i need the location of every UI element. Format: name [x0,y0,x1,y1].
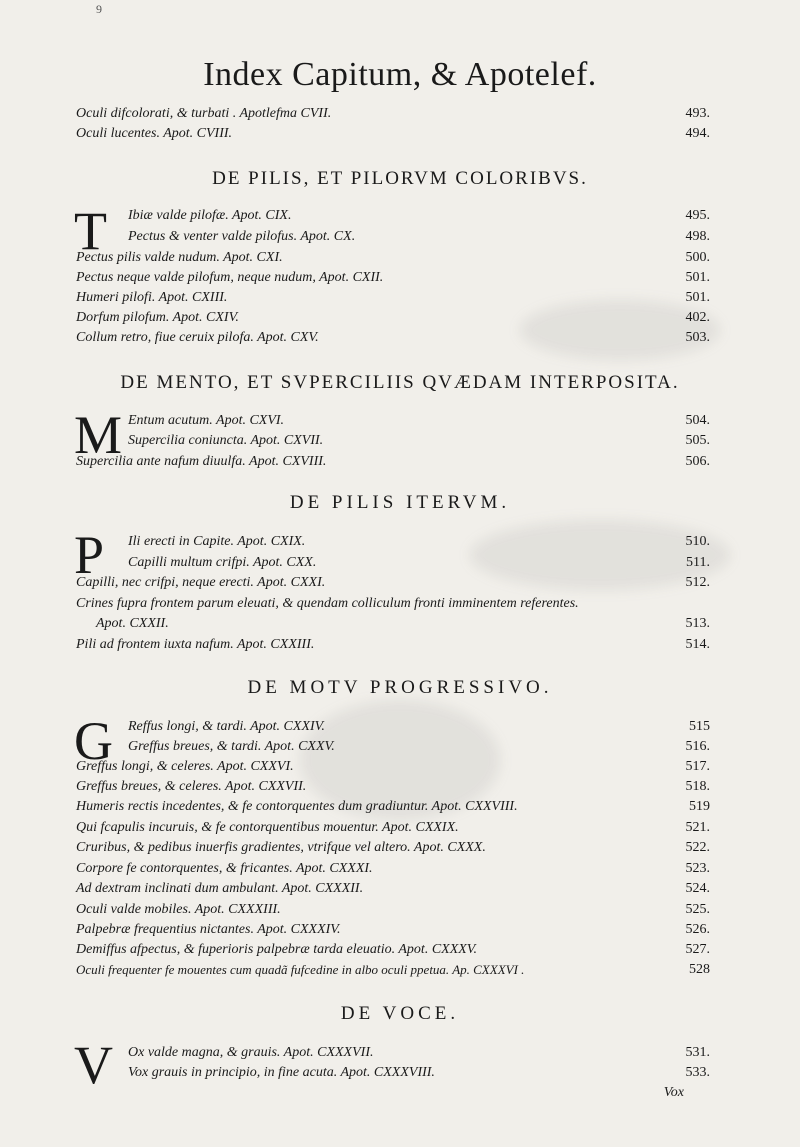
entry-text: Capilli, nec crifpi, neque erecti. Apot. CXXI. [76,575,326,590]
index-entry [76,229,710,249]
entry-page: 494. [685,126,710,141]
entry-text: Humeri pilofi. Apot. CXIII. [76,290,228,305]
entry-page: 526. [685,922,710,937]
index-entry [76,719,710,739]
entry-page: 498. [685,229,710,244]
entry-page: 501. [685,270,710,285]
page-title: Index Capitum, & Apotelef. [203,56,597,93]
entry-page: 528 [689,962,710,977]
catchword: Vox [663,1085,684,1100]
entry-page: 533. [685,1065,710,1080]
index-entry [76,575,710,595]
index-entry [76,861,710,881]
index-entry [76,1065,710,1085]
entry-text: Humeris rectis incedentes, & fe contorquentes dum gradiuntur. Apot. CXXVIII. [76,799,518,814]
entry-text: Supercilia ante nafum diuulfa. Apot. CXVIII. [76,454,327,469]
entry-page: 514. [685,637,710,652]
index-entry [76,433,710,453]
index-entry [76,962,710,982]
index-entry [76,413,710,433]
entry-text: Entum acutum. Apot. CXVI. [128,413,285,428]
section-heading: DE PILIS ITERVM. [289,492,511,513]
entry-text: Qui fcapulis incuruis, & fe contorquentibus mouentur. Apot. CXXIX. [76,820,459,835]
entry-text: Demiffus afpectus, & fuperioris palpebræ tarda eleuatio. Apot. CXXXV. [76,942,478,957]
entry-text: Ox valde magna, & grauis. Apot. CXXXVII. [128,1045,374,1060]
entry-page: 524. [685,881,710,896]
entry-text: Corpore fe contorquentes, & fricantes. Apot. CXXXI. [76,861,373,876]
index-entry [76,310,710,330]
index-entry [76,902,710,922]
section-heading: DE MENTO, ET SVPERCILIIS QVÆDAM INTERPOSITA. [120,372,680,393]
entry-page: 519 [689,799,710,814]
index-entry [76,759,710,779]
index-entry [76,840,710,860]
entry-page: 510. [685,534,710,549]
entry-text: Reffus longi, & tardi. Apot. CXXIV. [128,719,325,734]
index-entry [76,106,710,126]
drop-cap: P [74,525,105,585]
index-entry [76,208,710,228]
entry-page: 501. [685,290,710,305]
entry-text: Pectus pilis valde nudum. Apot. CXI. [76,250,283,265]
index-entry [76,534,710,554]
index-entry [76,881,710,901]
entry-page: 493. [685,106,710,121]
page-corner-mark: 9 [96,2,102,16]
entry-text: Cruribus, & pedibus inuerfis gradientes, vtrifque vel altero. Apot. CXXX. [76,840,486,855]
index-entry [76,555,710,575]
entry-page: 505. [685,433,710,448]
entry-text: Oculi valde mobiles. Apot. CXXXIII. [76,902,281,917]
entry-text: Pectus neque valde pilofum, neque nudum, Apot. CXII. [76,270,384,285]
entry-page: 506. [685,454,710,469]
entry-text: Oculi frequenter fe mouentes cum quadã fufcedine in albo oculi ppetua. Ap. CXXXVI . [76,962,525,977]
index-entry [76,739,710,759]
entry-text: Oculi lucentes. Apot. CVIII. [76,126,233,141]
entry-text: Greffus breues, & celeres. Apot. CXXVII. [76,779,307,794]
entry-text: Greffus breues, & tardi. Apot. CXXV. [128,739,335,754]
entry-page: 504. [685,413,710,428]
entry-page: 511. [686,555,710,570]
drop-cap: T [74,201,107,261]
entry-page: 525. [685,902,710,917]
drop-cap: G [74,711,113,771]
section-heading: DE VOCE. [340,1003,460,1024]
entry-text: Supercilia coniuncta. Apot. CXVII. [128,433,324,448]
entry-text: Greffus longi, & celeres. Apot. CXXVI. [76,759,294,774]
index-entry [76,454,710,474]
index-entry [76,330,710,350]
index-entry [76,779,710,799]
section-heading: DE PILIS, ET PILORVM COLORIBVS. [212,168,588,189]
entry-text: Pectus & venter valde pilofus. Apot. CX. [128,229,356,244]
entry-page: 522. [685,840,710,855]
entry-page: 517. [685,759,710,774]
entry-page: 515 [689,719,710,734]
index-entry [76,270,710,290]
entry-text: Collum retro, fiue ceruix pilofa. Apot. CXV. [76,330,319,345]
entry-page: 512. [685,575,710,590]
entry-page: 527. [685,942,710,957]
section-heading: DE MOTV PROGRESSIVO. [247,677,553,698]
entry-text: Pili ad frontem iuxta nafum. Apot. CXXIII. [76,637,315,652]
index-entry [76,290,710,310]
entry-text: Ad dextram inclinati dum ambulant. Apot. CXXXII. [76,881,364,896]
drop-cap: V [74,1035,113,1095]
index-entry [76,799,710,819]
index-entry [76,126,710,146]
index-entry [76,942,710,962]
index-entry [76,922,710,942]
drop-cap: M [74,405,123,465]
entry-text: Ili erecti in Capite. Apot. CXIX. [128,534,306,549]
index-entry [76,616,710,636]
entry-page: 513. [685,616,710,631]
entry-text: Palpebræ frequentius nictantes. Apot. CXXXIV. [76,922,341,937]
entry-text: Apot. CXXII. [96,616,169,631]
entry-page: 523. [685,861,710,876]
entry-page: 495. [685,208,710,223]
entry-page: 402. [685,310,710,325]
index-entry [76,637,710,657]
index-entry [76,1045,710,1065]
entry-text: Crines fupra frontem parum eleuati, & quendam colliculum fronti imminentem referentes. [76,596,579,611]
index-entry [76,820,710,840]
entry-text: Vox grauis in principio, in fine acuta. Apot. CXXXVIII. [128,1065,435,1080]
entry-text: Dorfum pilofum. Apot. CXIV. [76,310,239,325]
entry-page: 503. [685,330,710,345]
entry-page: 531. [685,1045,710,1060]
entry-page: 500. [685,250,710,265]
entry-text: Ibiæ valde pilofæ. Apot. CIX. [128,208,292,223]
entry-text: Capilli multum crifpi. Apot. CXX. [128,555,317,570]
entry-page: 516. [685,739,710,754]
entry-page: 518. [685,779,710,794]
index-entry [76,250,710,270]
entry-page: 521. [685,820,710,835]
entry-text: Oculi difcolorati, & turbati . Apotlefma CVII. [76,106,332,121]
index-entry [76,596,710,616]
